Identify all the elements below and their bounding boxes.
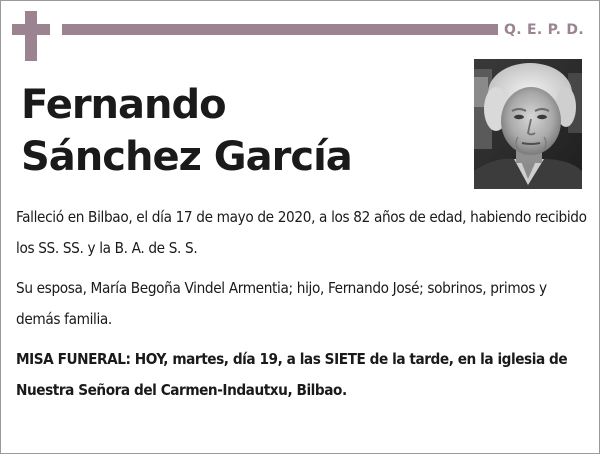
deceased-name	[21, 79, 461, 183]
cross-horizontal-bar	[12, 24, 50, 35]
family-paragraph: Su esposa, María Begoña Vindel Armentia; hijo, Fernando José; sobrinos, primos y demás familia.	[16, 279, 547, 328]
qepd-label: Q. E. P. D.	[504, 22, 584, 38]
obituary-body	[16, 202, 588, 406]
portrait-image	[474, 59, 582, 189]
deceased-first-name: Fernando	[21, 82, 226, 128]
deceased-portrait-photo	[474, 59, 582, 189]
death-announcement-paragraph: Falleció en Bilbao, el día 17 de mayo de 2020, a los 82 años de edad, habiendo recibido los SS. SS. y la B. A. de S. S.	[16, 208, 587, 257]
cross-vertical-bar	[25, 11, 37, 61]
funeral-mass-notice: MISA FUNERAL: HOY, martes, día 19, a las SIETE de la tarde, en la iglesia de Nuestra Señora del Carmen-Indautxu, Bilbao.	[16, 350, 568, 399]
deceased-surnames: Sánchez García	[21, 134, 352, 180]
header-divider-bar	[62, 24, 498, 35]
